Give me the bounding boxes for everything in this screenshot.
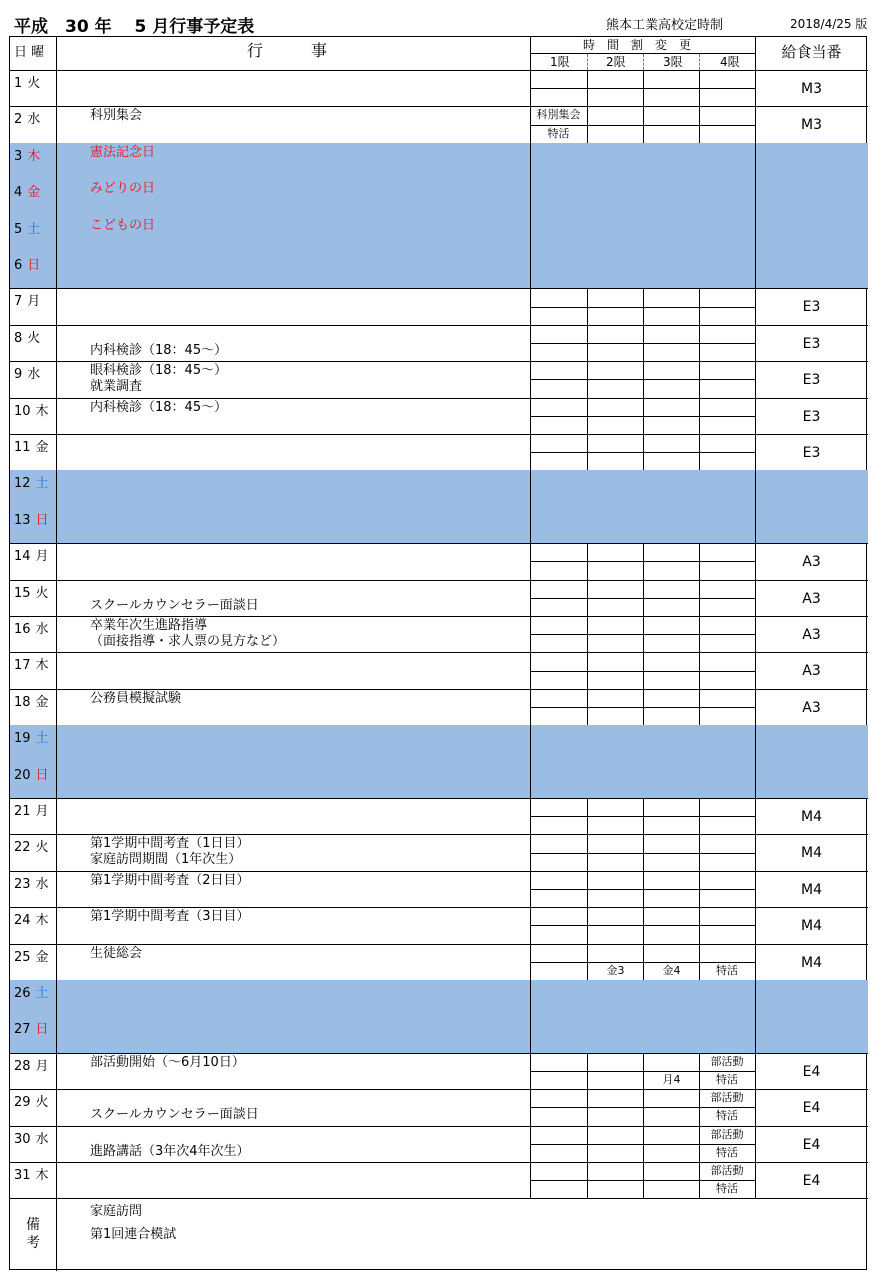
event-text: 生徒総会 [90,945,143,961]
day-row [10,762,868,798]
header-divider [56,37,57,70]
day-label [14,363,40,382]
day-label [14,764,49,783]
event-text: 進路講話（3年次4年次生） [90,1143,250,1159]
document-header [0,0,876,36]
version-date: 2018/4/25 版 [790,17,868,31]
day-of-week: 日 [35,512,49,528]
column-divider [755,143,756,179]
holiday-shade [10,470,868,506]
day-label [14,873,49,892]
remarks-label-1: 備 [26,1217,40,1233]
day-label [14,1055,49,1074]
day-row [10,143,868,179]
day-label [14,800,49,819]
day-label [14,654,49,673]
day-of-week: 金 [27,185,41,201]
day-label [14,1018,49,1037]
lunch-duty: E4 [802,1136,821,1153]
column-divider [530,507,531,543]
column-divider [530,252,531,288]
lunch-duty: A3 [802,663,821,680]
day-of-week: 水 [35,1131,49,1147]
lunch-duty: A3 [802,590,821,607]
day-label [14,582,49,601]
day-number: 10 [14,403,31,419]
column-divider [56,652,57,688]
day-label [14,436,49,455]
column-divider [56,143,57,179]
day-number: 31 [14,1168,31,1183]
period-split-rule [530,962,755,963]
lunch-duty: M4 [801,918,822,935]
column-divider [755,179,756,215]
day-label [14,1164,49,1183]
lunch-duty: E4 [802,1063,821,1080]
col-header-p2: 2限 [606,55,626,69]
col-header-p3: 3限 [663,55,683,69]
column-divider [56,252,57,288]
day-label [14,982,49,1001]
day-row [10,1016,868,1052]
col-header-date: 日 曜 [14,45,45,60]
event-text: こどもの日 [90,217,156,233]
day-row [10,361,868,397]
period-split-rule [530,343,755,344]
column-divider [56,470,57,506]
header-divider [755,37,756,70]
column-divider [56,434,57,470]
day-label [14,181,40,200]
column-divider [56,507,57,543]
day-of-week: 水 [27,367,41,383]
header-divider [530,37,531,70]
day-row [10,834,868,870]
period-split-rule [530,88,755,89]
lunch-duty: E4 [802,1173,821,1189]
event-text: スクールカウンセラー面談日 [90,597,259,613]
period-split-rule [530,671,755,672]
day-of-week: 火 [35,1095,49,1111]
column-divider [56,616,57,652]
day-row [10,907,868,943]
holiday-shade [10,980,868,1016]
day-number: 8 [14,330,23,346]
lunch-duty: E3 [802,372,821,389]
day-row [10,725,868,761]
column-divider [755,1016,756,1052]
day-label [14,145,40,164]
period-change-cell: 月4 [662,1072,681,1086]
period-change-cell: 金4 [662,963,681,977]
column-divider [56,543,57,579]
day-number: 26 [14,986,31,1001]
period-split-rule [530,707,755,708]
day-of-week: 木 [35,1168,49,1183]
column-divider [56,1162,57,1198]
column-divider [530,1016,531,1052]
period-change-cell: 部活動 [710,1054,744,1068]
day-row [10,434,868,470]
column-divider [56,798,57,834]
event-text: （面接指導・求人票の見方など） [90,634,286,649]
day-number: 3 [14,148,23,164]
day-number: 1 [14,76,23,91]
day-of-week: 火 [35,585,49,601]
lunch-duty: E3 [802,299,821,316]
day-of-week: 木 [27,148,41,164]
period-split-rule [530,307,755,308]
col-header-event: 行 事 [247,41,328,60]
period-change-cell: 部活動 [710,1091,744,1105]
day-of-week: 日 [35,767,49,783]
day-label [14,400,49,419]
day-of-week: 日 [35,1022,49,1038]
day-of-week: 木 [35,658,49,674]
day-of-week: 月 [35,804,49,819]
column-divider [56,907,57,943]
period-split-rule [530,561,755,562]
day-of-week: 金 [35,694,49,710]
period-split-rule [530,816,755,817]
day-of-week: 金 [35,440,49,455]
day-of-week: 土 [35,986,49,1001]
column-divider [56,70,57,106]
column-divider [530,980,531,1016]
column-divider [56,1053,57,1089]
period-change-cell: 部活動 [710,1127,744,1141]
period-change-cell: 特活 [716,1145,738,1159]
day-number: 4 [14,185,23,201]
day-number: 30 [14,1131,31,1147]
remarks-label-2: 考 [26,1235,40,1251]
day-of-week: 水 [27,112,41,128]
day-row [10,1089,868,1125]
day-label [14,108,40,127]
column-divider [530,762,531,798]
period-split-rule [530,1144,755,1145]
lunch-duty: M3 [801,81,822,97]
day-number: 22 [14,840,31,856]
day-row [10,398,868,434]
column-divider [56,1126,57,1162]
day-label [14,254,40,273]
schedule-table [9,36,867,1270]
day-label [14,618,49,637]
period-change-cell: 部活動 [710,1164,744,1177]
day-number: 27 [14,1022,31,1038]
column-divider [56,398,57,434]
day-number: 18 [14,694,31,710]
day-label [14,727,49,746]
holiday-shade [10,725,868,761]
day-of-week: 土 [27,221,41,237]
column-divider [56,980,57,1016]
column-divider [56,288,57,324]
col-header-lunch: 給食当番 [781,43,842,61]
event-text: 就業調査 [90,379,143,395]
day-row [10,325,868,361]
day-number: 7 [14,294,23,310]
column-divider [56,762,57,798]
day-of-week: 木 [35,913,49,929]
column-divider [56,580,57,616]
remarks-line-2: 第1回連合模試 [90,1227,177,1242]
event-text: 内科検診（18：45～） [90,342,228,358]
column-divider [56,361,57,397]
day-label [14,909,49,928]
row-rule [10,1198,868,1199]
period-split-rule [530,925,755,926]
day-row [10,580,868,616]
day-of-week: 火 [35,840,49,856]
day-row [10,944,868,980]
column-divider [56,689,57,725]
holiday-shade [10,507,868,543]
period-split-rule [530,889,755,890]
day-of-week: 日 [27,258,41,273]
day-row [10,616,868,652]
column-divider [56,871,57,907]
day-label [14,545,49,564]
day-row [10,1162,868,1198]
day-number: 14 [14,549,31,565]
day-row [10,106,868,142]
column-divider [56,725,57,761]
day-number: 21 [14,804,31,819]
day-of-week: 土 [35,476,49,492]
day-number: 19 [14,731,31,747]
period-change-cell: 金3 [606,963,625,977]
period-change-cell: 特活 [547,126,570,140]
day-row [10,871,868,907]
period-split-rule [530,1071,755,1072]
day-number: 24 [14,913,31,929]
day-of-week: 水 [35,622,49,637]
day-row [10,252,868,288]
lunch-duty: E3 [802,445,821,461]
period-split-rule [530,416,755,417]
lunch-duty: A3 [802,627,821,643]
day-label [14,509,49,528]
period-change-cell: 特活 [716,1182,738,1196]
day-label [14,1091,49,1110]
day-row [10,543,868,579]
day-number: 16 [14,622,31,637]
column-divider [755,216,756,252]
day-label [14,946,49,965]
day-number: 17 [14,658,31,674]
lunch-duty: M3 [801,117,822,134]
day-row [10,216,868,252]
day-label [14,218,40,237]
column-divider [56,834,57,870]
event-text: 眼科検診（18：45～） [90,363,228,379]
day-number: 9 [14,367,23,383]
column-divider [56,216,57,252]
period-change-cell: 特活 [716,1072,738,1086]
col-header-p1: 1限 [550,55,570,69]
lunch-duty: M4 [801,881,822,898]
day-row [10,288,868,324]
column-divider [530,216,531,252]
column-divider [56,1089,57,1125]
day-label [14,72,40,91]
day-row [10,798,868,834]
lunch-duty: M4 [801,954,822,971]
lunch-duty: E3 [802,408,821,425]
period-change-cell: 科別集会 [536,108,581,122]
column-divider [530,179,531,215]
day-number: 5 [14,221,23,237]
day-of-week: 土 [35,731,49,747]
day-label [14,472,49,491]
event-text: 家庭訪問期間（1年次生） [90,852,242,868]
event-text: 第1学期中間考査（3日目） [90,909,250,925]
day-of-week: 水 [35,876,49,892]
lunch-duty: A3 [802,699,821,716]
event-text: 内科検診（18：45～） [90,399,228,415]
day-label [14,836,49,855]
subheader-divider [699,54,700,70]
school-name: 熊本工業高校定時制 [606,18,724,33]
day-number: 12 [14,476,31,492]
lunch-duty: E4 [802,1100,821,1117]
subheader-divider [643,54,644,70]
column-divider [56,944,57,980]
subheader-divider [587,54,588,70]
event-text: 科別集会 [90,108,143,124]
lunch-duty: E3 [802,335,821,352]
period-split-rule [530,125,755,126]
day-row [10,1053,868,1089]
event-text: 卒業年次生進路指導 [90,618,208,633]
day-number: 20 [14,767,31,783]
day-number: 6 [14,258,23,273]
event-text: 第1学期中間考査（2日目） [90,872,250,888]
day-row [10,470,868,506]
event-text: みどりの日 [90,181,156,197]
holiday-shade [10,252,868,288]
column-divider [56,106,57,142]
day-of-week: 火 [27,330,41,346]
holiday-shade [10,1016,868,1052]
lunch-duty: M4 [801,845,822,862]
lunch-duty: M4 [801,809,822,825]
col-header-period-change: 時 間 割 変 更 [583,38,692,52]
day-number: 13 [14,512,31,528]
day-of-week: 月 [27,294,41,310]
day-row [10,652,868,688]
day-number: 29 [14,1095,31,1111]
day-row [10,70,868,106]
day-row [10,507,868,543]
event-text: 部活動開始（～6月10日） [90,1054,245,1070]
holiday-shade [10,762,868,798]
column-divider [56,179,57,215]
remarks-line-1: 家庭訪問 [90,1204,143,1219]
day-number: 15 [14,585,31,601]
day-row [10,179,868,215]
column-divider [530,725,531,761]
day-number: 2 [14,112,23,128]
period-split-rule [530,379,755,380]
day-of-week: 木 [35,403,49,419]
day-row [10,980,868,1016]
period-change-cell: 特活 [716,963,738,977]
period-split-rule [530,634,755,635]
column-divider [56,325,57,361]
event-text: スクールカウンセラー面談日 [90,1107,259,1123]
column-divider [755,507,756,543]
event-text: 憲法記念日 [90,144,156,160]
day-label [14,327,40,346]
day-label [14,691,49,710]
day-row [10,689,868,725]
event-text: 公務員模擬試験 [90,690,182,706]
day-number: 11 [14,440,31,455]
column-divider [755,980,756,1016]
period-change-cell: 特活 [716,1109,738,1123]
column-divider [755,725,756,761]
day-of-week: 月 [35,1058,49,1074]
day-number: 28 [14,1058,31,1074]
period-split-rule [530,853,755,854]
header-rule [10,70,868,71]
column-divider [755,252,756,288]
day-of-week: 月 [35,549,49,565]
day-number: 23 [14,876,31,892]
column-divider [530,143,531,179]
period-split-rule [530,598,755,599]
day-of-week: 金 [35,949,49,965]
column-divider [755,762,756,798]
remarks-divider [56,1198,57,1271]
day-of-week: 火 [27,76,41,91]
lunch-duty: A3 [802,554,821,571]
col-header-p4: 4限 [720,55,740,69]
document-title: 平成 30 年 5 月行事予定表 [14,17,255,37]
day-row [10,1126,868,1162]
column-divider [755,470,756,506]
day-label [14,1128,49,1147]
event-text: 第1学期中間考査（1日目） [90,836,250,852]
column-divider [56,1016,57,1052]
column-divider [530,470,531,506]
period-split-rule [530,452,755,453]
day-label [14,290,40,309]
day-number: 25 [14,949,31,965]
